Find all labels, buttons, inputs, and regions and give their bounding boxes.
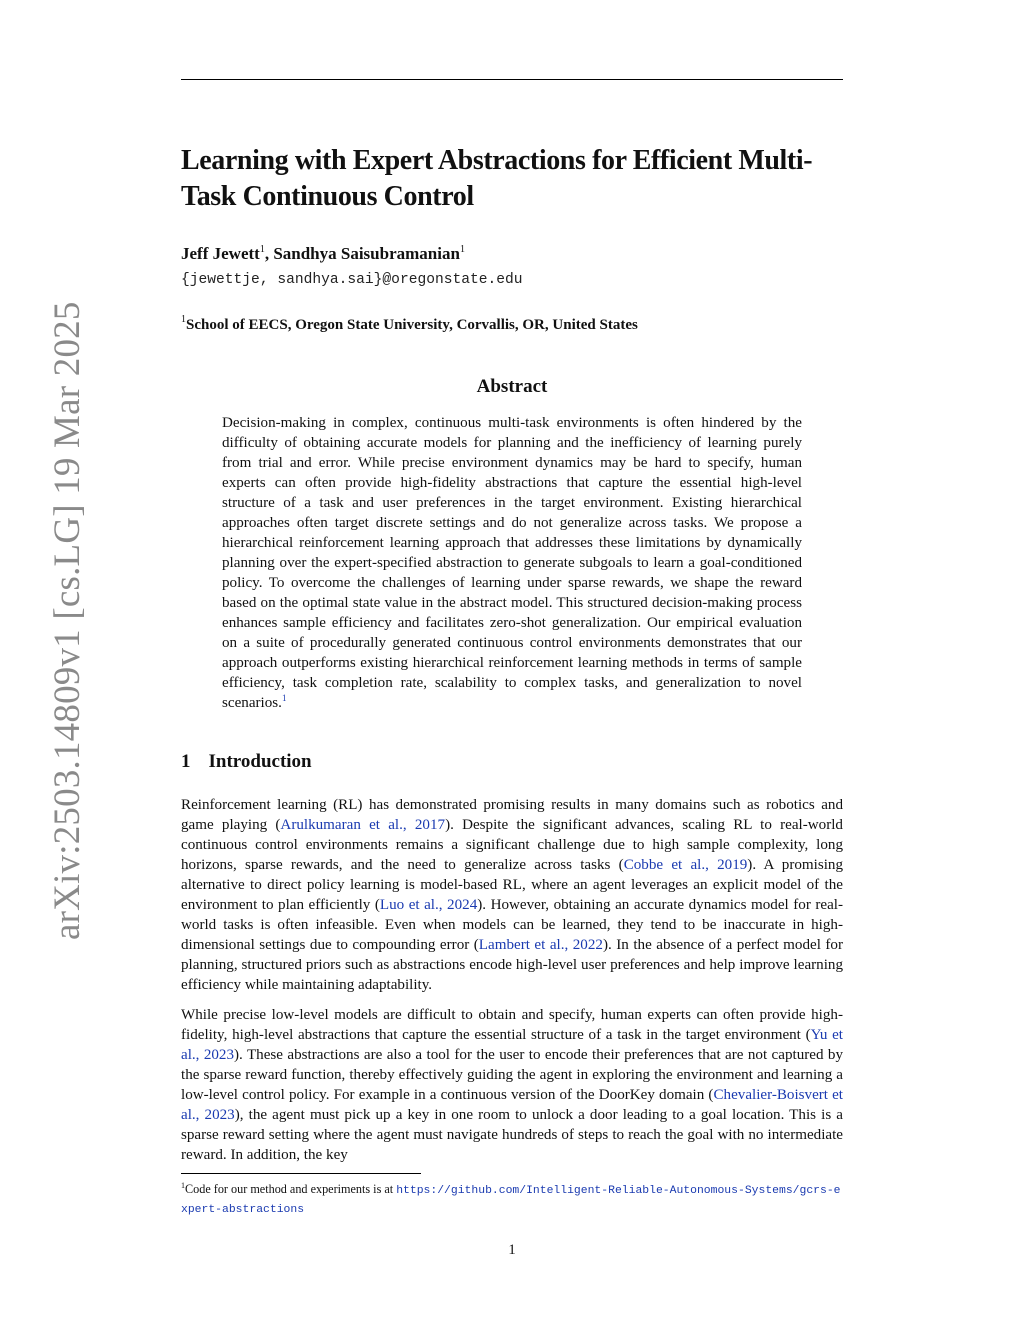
citation-link[interactable]: Chevalier-Boisvert et al., 2023: [181, 1087, 844, 1123]
affiliation-marker: 1: [459, 244, 465, 255]
abstract-heading: Abstract: [476, 376, 548, 397]
footnote: [181, 1177, 843, 1219]
paragraph-text: Reinforcement learning (RL) has demonstrated promising results in many domains such as robotics and game playing (: [181, 797, 843, 833]
footnote-text: Code for our method and experiments is at: [185, 1182, 397, 1196]
intro-paragraph-1: [181, 795, 843, 995]
author-email: {jewettje, sandhya.sai}@oregonstate.edu: [181, 272, 523, 288]
paragraph-text: ), the agent must pick up a key in one room to unlock a door leading to a goal location. This is a sparse reward setting where the agent must navigate hundreds of steps to reach the goal with no intermediate reward. In addition, the key: [181, 1107, 843, 1163]
citation-link[interactable]: Luo et al., 2024: [379, 897, 478, 913]
abstract-text: [222, 413, 802, 713]
paragraph-text: ). A promising alternative to direct policy learning is model-based RL, where an agent leverages an explicit model of the environment to plan efficiently (: [181, 857, 843, 913]
author-list: [181, 244, 465, 264]
paragraph-text: ). However, obtaining an accurate dynamics model for real-world tasks is often infeasible. Even when models can be learned, they tend to be inaccurate in high-dimensional settings due to compounding error (: [181, 897, 844, 953]
section-number: 1: [181, 751, 191, 772]
footnote-marker[interactable]: 1: [281, 693, 287, 703]
affiliation-marker: 1: [181, 314, 186, 325]
paragraph-text: ). Despite the significant advances, scaling RL to real-world continuous control environments remains a significant challenge due to high sample complexity, long horizons, sparse rewards, and the need to generalize across tasks (: [181, 817, 843, 873]
citation-link[interactable]: Cobbe et al., 2019: [623, 857, 748, 873]
intro-paragraph-2: [181, 1005, 843, 1165]
author-separator: ,: [264, 244, 274, 263]
arxiv-stamp[interactable]: arXiv:2503.14809v1 [cs.LG] 19 Mar 2025: [47, 301, 88, 940]
author-name: Sandhya Saisubramanian: [273, 244, 460, 263]
footnote-rule: [181, 1173, 421, 1174]
paragraph-text: ). These abstractions are also a tool for the user to encode their preferences that are not captured by the sparse reward function, thereby effectively guiding the agent in exploring the environment and learning a low-level control policy. For example in a continuous version of the DoorKey domain (: [181, 1047, 844, 1103]
affiliation-text: School of EECS, Oregon State University, Corvallis, OR, United States: [186, 317, 638, 333]
section-heading: [181, 751, 330, 773]
author-name: Jeff Jewett: [181, 244, 260, 263]
paragraph-text: ). In the absence of a perfect model for planning, structured priors such as abstractions encode high-level user preferences and help improve learning efficiency while maintaining adaptability.: [181, 937, 844, 993]
citation-link[interactable]: Yu et al., 2023: [181, 1027, 843, 1063]
page-number: 1: [508, 1242, 516, 1258]
affiliation: [181, 314, 638, 334]
citation-link[interactable]: Arulkumaran et al., 2017: [280, 817, 446, 833]
paper-title: Learning with Expert Abstractions for Efficient Multi-Task Continuous Control: [181, 145, 813, 212]
affiliation-marker: 1: [259, 244, 265, 255]
paragraph-text: While precise low-level models are difficult to obtain and specify, human experts can often provide high-fidelity, high-level abstractions that capture the essential structure of a task in the target environment (: [181, 1007, 843, 1043]
abstract-body: Decision-making in complex, continuous multi-task environments is often hindered by the difficulty of obtaining accurate models for planning and the inefficiency of learning purely from trial and error. While precise environment dynamics may be hard to specify, human experts can often provide high-fidelity abstractions that capture the essential high-level structure of a task and user preferences in the target environment. Existing hierarchical approaches often target discrete settings and do not generalize across tasks. We propose a hierarchical reinforcement learning approach that addresses these limitations by dynamically planning over the expert-specified abstraction to generate subgoals to learn a goal-conditioned policy. To overcome the challenges of learning under sparse rewards, we shape the reward based on the optimal state value in the abstract model. This structured decision-making process enhances sample efficiency and facilitates zero-shot generalization. Our empirical evaluation on a suite of procedurally generated continuous control environments demonstrates that our approach outperforms existing hierarchical reinforcement learning methods in terms of sample efficiency, task completion rate, scalability to complex tasks, and generalization to novel scenarios.: [222, 415, 802, 711]
section-title: Introduction: [208, 751, 312, 772]
citation-link[interactable]: Lambert et al., 2022: [478, 937, 603, 953]
header-rule: [181, 79, 843, 80]
code-url-link[interactable]: https://github.com/Intelligent-Reliable-Autonomous-Systems/gcrs-expert-abstractions: [181, 1185, 841, 1216]
footnote-mark: 1: [181, 1181, 185, 1190]
